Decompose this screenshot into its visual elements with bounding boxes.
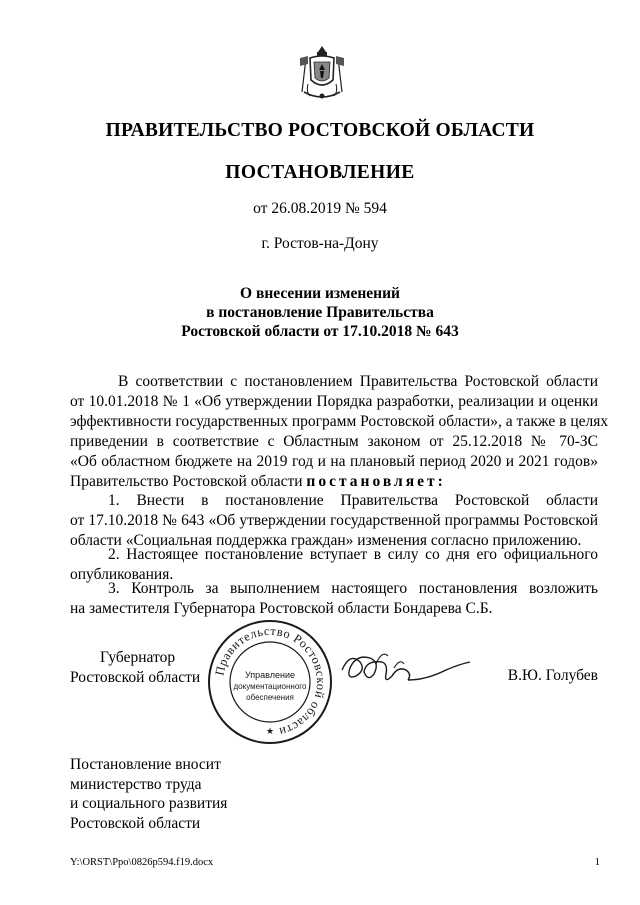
seal-inner-text: обеспечения	[246, 693, 294, 702]
subject-line: О внесении изменений	[240, 285, 400, 302]
government-title: ПРАВИТЕЛЬСТВО РОСТОВСКОЙ ОБЛАСТИ	[105, 120, 535, 141]
coat-of-arms-icon	[296, 44, 348, 104]
text-line: эффективности государственных программ Ростовской области», а также в целях	[70, 413, 609, 430]
text-line: Ростовской области	[70, 814, 201, 832]
text-line: от 17.10.2018 № 643 «Об утверждении государственной программы Ростовской	[70, 512, 598, 529]
signer-role: Ростовской области	[70, 669, 201, 686]
document-date-number: от 26.08.2019 № 594	[253, 200, 387, 217]
preamble-paragraph	[70, 372, 609, 492]
handwritten-signature-icon	[336, 640, 472, 694]
document-type: ПОСТАНОВЛЕНИЕ	[225, 162, 415, 183]
text-line: 3. Контроль за выполнением настоящего постановления возложить	[108, 580, 598, 597]
text-span: Правительство Ростовской области	[70, 473, 307, 490]
text-line: от 10.01.2018 № 1 «Об утверждении Порядка разработки, реализации и оценки	[70, 393, 598, 410]
seal-inner-text: Управление	[244, 670, 296, 680]
decree-item	[70, 579, 598, 619]
text-line: В соответствии с постановлением Правительства Ростовской области	[118, 373, 598, 390]
text-line: на заместителя Губернатора Ростовской области Бондарева С.Б.	[70, 600, 493, 617]
decree-keyword: постановляет:	[306, 473, 446, 490]
text-line: 1. Внести в постановление Правительства Ростовской области	[108, 492, 598, 509]
text-line: «Об областном бюджете на 2019 год и на плановый период 2020 и 2021 годов»	[70, 453, 598, 470]
file-path: Y:\ORST\Ppo\0826p594.f19.docx	[70, 857, 214, 868]
signer-name: В.Ю. Голубев	[507, 667, 598, 684]
text-line: приведении в соответствие с Областным законом от 25.12.2018 № 70-ЗС	[70, 433, 598, 450]
decree-item	[70, 491, 598, 551]
text-line: 2. Настоящее постановление вступает в силу со дня его официального	[108, 546, 598, 563]
text-line: и социального развития	[70, 795, 228, 812]
subject-line: в постановление Правительства	[206, 304, 434, 321]
seal-inner-text: документационного	[233, 682, 307, 691]
text-line: министерство труда	[70, 775, 202, 793]
text-line: области «Социальная поддержка граждан» изменения согласно приложению.	[70, 532, 582, 549]
text-line	[70, 472, 598, 492]
seal-ring-text: Правительство Ростовской области	[212, 623, 329, 740]
text-line: Постановление вносит	[70, 756, 221, 773]
subject-line: Ростовской области от 17.10.2018 № 643	[181, 323, 459, 340]
text-line: опубликования.	[70, 566, 174, 583]
page-number: 1	[594, 857, 600, 868]
document-city: г. Ростов-на-Дону	[261, 235, 379, 252]
official-seal-icon	[206, 618, 334, 746]
contributor-block	[70, 755, 227, 833]
svg-text:★: ★	[265, 726, 275, 736]
signer-role: Губернатор	[100, 649, 176, 666]
